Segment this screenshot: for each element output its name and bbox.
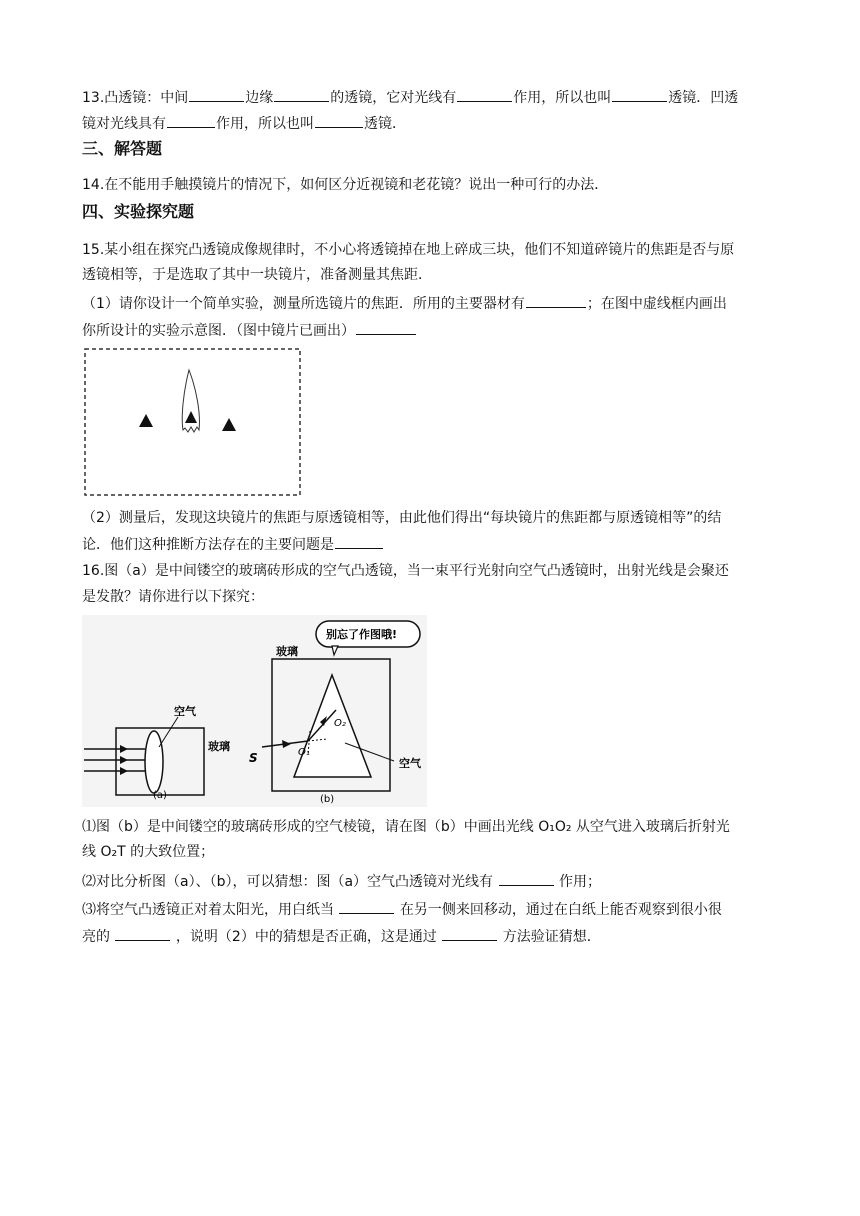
q16-step1-line1: ⑴图（b）是中间镂空的玻璃砖形成的空气棱镜，请在图（b）中画出光线 O₁O₂ 从空气进入玻璃后折射光 [82, 819, 730, 835]
q16-text: 亮的 [82, 929, 110, 945]
answer-blank[interactable] [442, 926, 497, 941]
q16-line1: 16.图（a）是中间镂空的玻璃砖形成的空气凸透镜，当一束平行光射向空气凸透镜时，出射光线是会聚还 [82, 563, 729, 579]
q16-line2: 是发散？请你进行以下探究： [82, 589, 264, 605]
label-air-b: 空气 [399, 757, 421, 770]
caption-b: (b) [320, 794, 335, 805]
answer-blank[interactable] [167, 113, 215, 128]
q13-text: 透镜． [364, 116, 406, 132]
triangle-marker-left [139, 414, 153, 427]
q16-text: ⑵对比分析图（a）、（b），可以猜想：图（a）空气凸透镜对光线有 [82, 874, 494, 890]
q16-step1-line2: 线 O₂T 的大致位置； [82, 844, 215, 860]
section-heading-3: 三、解答题 [82, 139, 163, 158]
answer-blank[interactable] [274, 87, 329, 102]
triangle-marker-right [222, 418, 236, 431]
q15-text: 你所设计的实验示意图．（图中镜片已画出） [82, 323, 355, 339]
answer-blank[interactable] [499, 871, 554, 886]
q15-experiment-box [84, 348, 302, 498]
q15-line2: 透镜相等，于是选取了其中一块镜片，准备测量其焦距． [82, 267, 432, 283]
q16-step3-line1 [82, 899, 722, 920]
air-lens-a [145, 731, 163, 793]
answer-blank[interactable] [315, 113, 363, 128]
q15-line1: 15.某小组在探究凸透镜成像规律时，不小心将透镜掉在地上碎成三块，他们不知道碎镜片的焦距是否与原 [82, 242, 735, 258]
q13-text: 镜对光线具有 [82, 116, 166, 132]
q16-step2 [82, 871, 601, 892]
answer-blank[interactable] [526, 293, 586, 308]
label-O2: O₂ [334, 718, 346, 729]
answer-blank[interactable] [457, 87, 512, 102]
answer-blank[interactable] [339, 899, 394, 914]
answer-blank[interactable] [115, 926, 170, 941]
q13-line2 [82, 113, 406, 134]
q13-text: 13.凸透镜：中间 [82, 90, 189, 106]
q16-text: 在另一侧来回移动，通过在白纸上能否观察到很小很 [399, 902, 722, 918]
label-glass-b: 玻璃 [276, 645, 298, 658]
caption-a: (a) [153, 790, 167, 801]
label-O1: O₁ [298, 747, 310, 758]
q15-text: （1）请你设计一个简单实验，测量所选镜片的焦距．所用的主要器材有 [82, 296, 525, 312]
q16-text: 作用； [558, 874, 601, 890]
answer-blank[interactable] [189, 87, 244, 102]
q16-text: ⑶将空气凸透镜正对着太阳光，用白纸当 [82, 902, 334, 918]
answer-blank[interactable] [612, 87, 667, 102]
section-heading-4: 四、实验探究题 [82, 202, 195, 221]
q15-text: ；在图中虚线框内画出 [586, 296, 727, 312]
q16-step3-line2 [82, 926, 601, 947]
q13-line1 [82, 87, 738, 108]
label-glass-a: 玻璃 [208, 740, 230, 753]
label-air-a: 空气 [174, 705, 196, 718]
q13-text: 作用，所以也叫 [513, 90, 612, 106]
triangle-marker-center [185, 411, 197, 423]
q13-text: 边缘 [245, 90, 274, 106]
q15-text: 论．他们这种推断方法存在的主要问题是 [82, 537, 334, 553]
q15-part1-line2 [82, 320, 417, 341]
q13-text: 透镜．凹透 [668, 90, 739, 106]
q15-part1-line1 [82, 293, 727, 314]
q15-part2-line1: （2）测量后，发现这块镜片的焦距与原透镜相等，由此他们得出“每块镜片的焦距都与原透镜相等”的结 [82, 510, 722, 526]
answer-blank[interactable] [356, 320, 416, 335]
label-S: S [249, 751, 258, 765]
speech-text: 别忘了作图哦! [326, 628, 398, 641]
q15-part2-line2 [82, 534, 384, 555]
q16-text: 方法验证猜想． [502, 929, 601, 945]
q13-text: 的透镜，它对光线有 [330, 90, 457, 106]
q13-text: 作用，所以也叫 [216, 116, 314, 132]
answer-blank[interactable] [335, 534, 383, 549]
q14-text: 14.在不能用手触摸镜片的情况下，如何区分近视镜和老花镜？说出一种可行的办法． [82, 177, 609, 193]
q16-figure [82, 615, 427, 807]
q16-text: ，说明（2）中的猜想是否正确，这是通过 [175, 929, 437, 945]
